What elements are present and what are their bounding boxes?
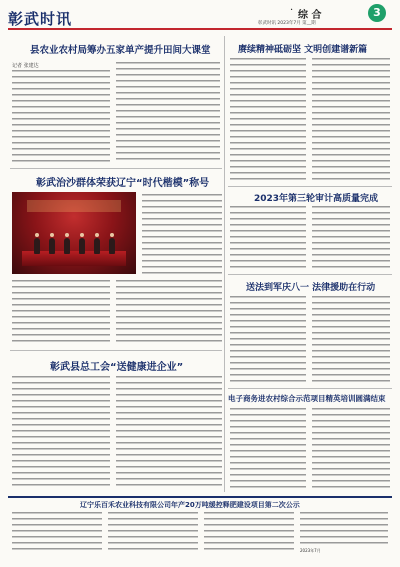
notice-body-column [300, 512, 388, 544]
notice-body-column [12, 512, 102, 550]
section-label: 综 合 [298, 10, 322, 21]
article-headline: 彰武县总工会“送健康进企业” [50, 362, 184, 373]
article-divider [228, 186, 392, 187]
page-number-badge: 3 [368, 4, 386, 22]
article-body-column [230, 206, 306, 270]
article-body-column [116, 62, 220, 162]
article-divider [228, 388, 392, 389]
notice-body-column [108, 512, 198, 550]
article-body-column [230, 408, 306, 488]
article-headline: 赓续精神砥砺坚 文明创建谱新篇 [238, 45, 368, 55]
masthead-rule [8, 28, 392, 30]
article-body-column [12, 280, 110, 344]
article-body-column [312, 206, 390, 270]
article-headline: 2023年第三轮审计高质量完成 [254, 194, 379, 204]
article-headline: 县农业农村局筹办五家单产提升田间大课堂 [30, 45, 211, 56]
article-body-column [312, 296, 390, 384]
section-decoration: · [290, 5, 294, 16]
notice-body-column [204, 512, 294, 550]
masthead-meta: 彰武时讯 2023年7月 第__期 [258, 21, 316, 26]
column-divider [224, 36, 225, 492]
article-divider [10, 168, 222, 169]
article-body-column [12, 376, 110, 488]
article-body-column [116, 376, 222, 488]
article-divider [10, 350, 222, 351]
award-photo [12, 192, 136, 274]
article-divider [228, 274, 392, 275]
article-body-column [312, 58, 390, 182]
article-body-column [116, 280, 222, 344]
article-headline: 电子商务进农村综合示范项目精英培训圆满结束 [228, 394, 386, 403]
article-body-column [230, 58, 306, 182]
article-body-column [142, 194, 222, 274]
article-headline: 送法到军庆八一 法律援助在行动 [246, 283, 376, 293]
notice-date: 2023年7月 [300, 548, 321, 553]
article-body-column [312, 408, 390, 488]
masthead-title: 彰武时讯 [8, 10, 73, 28]
article-headline: 彰武治沙群体荣获辽宁“时代楷模”称号 [36, 178, 210, 189]
notice-title: 辽宁乐百禾农业科技有限公司年产20万吨缓控释肥建设项目第二次公示 [80, 501, 300, 509]
article-body-column [230, 296, 306, 384]
article-byline: 记者 张建达 [12, 63, 39, 69]
article-body-column [12, 70, 110, 162]
